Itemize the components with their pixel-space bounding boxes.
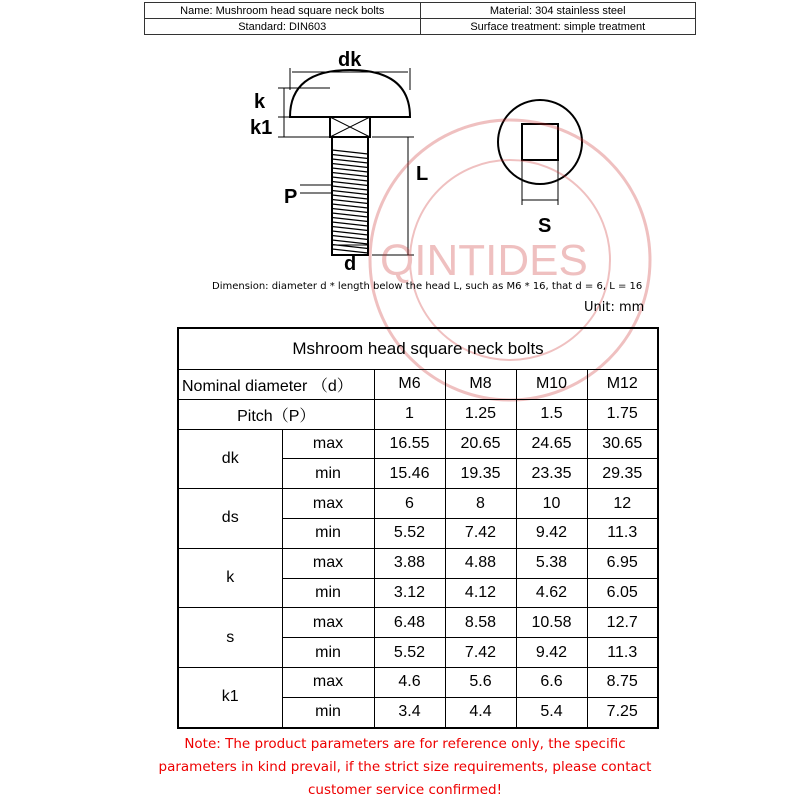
label-d: d xyxy=(344,253,357,275)
value-cell: 19.35 xyxy=(445,459,516,489)
label-k: k xyxy=(254,91,266,113)
value-cell: 30.65 xyxy=(587,429,658,459)
product-material: Material: 304 stainless steel xyxy=(420,3,696,19)
value-cell: 11.3 xyxy=(587,518,658,548)
value-cell: 3.12 xyxy=(374,578,445,608)
max-label: max xyxy=(282,489,374,519)
value-cell: 7.42 xyxy=(445,518,516,548)
note-text: Note: The product parameters are for reference only, the specific parameters in kind prevail, if the strict size requirements, please contact customer service confirmed! xyxy=(158,736,652,798)
value-cell: 11.3 xyxy=(587,638,658,668)
value-cell: 3.88 xyxy=(374,548,445,578)
unit-label: Unit: mm xyxy=(584,300,645,315)
spec-table-title: Mshroom head square neck bolts xyxy=(178,328,658,370)
pitch-value: 1.75 xyxy=(587,399,658,429)
value-cell: 10.58 xyxy=(516,608,587,638)
nominal-diameter-label: Nominal diameter （d） xyxy=(178,370,374,400)
value-cell: 29.35 xyxy=(587,459,658,489)
min-label: min xyxy=(282,578,374,608)
label-s: S xyxy=(538,215,552,237)
value-cell: 8 xyxy=(445,489,516,519)
value-cell: 12 xyxy=(587,489,658,519)
watermark-text: QINTIDES xyxy=(380,236,588,285)
pitch-value: 1.5 xyxy=(516,399,587,429)
value-cell: 7.25 xyxy=(587,697,658,727)
value-cell: 6.6 xyxy=(516,667,587,697)
label-p: P xyxy=(284,186,298,208)
param-name: s xyxy=(178,608,282,668)
value-cell: 20.65 xyxy=(445,429,516,459)
value-cell: 15.46 xyxy=(374,459,445,489)
label-dk: dk xyxy=(338,49,362,71)
product-name: Name: Mushroom head square neck bolts xyxy=(145,3,421,19)
value-cell: 5.6 xyxy=(445,667,516,697)
value-cell: 4.88 xyxy=(445,548,516,578)
value-cell: 3.4 xyxy=(374,697,445,727)
max-label: max xyxy=(282,608,374,638)
label-k1: k1 xyxy=(250,117,273,139)
table-row xyxy=(178,667,658,697)
max-label: max xyxy=(282,667,374,697)
min-label: min xyxy=(282,638,374,668)
value-cell: 6 xyxy=(374,489,445,519)
value-cell: 8.58 xyxy=(445,608,516,638)
spec-table xyxy=(177,327,659,729)
table-row xyxy=(178,429,658,459)
max-label: max xyxy=(282,429,374,459)
pitch-value: 1 xyxy=(374,399,445,429)
value-cell: 4.62 xyxy=(516,578,587,608)
param-name: dk xyxy=(178,429,282,489)
value-cell: 6.48 xyxy=(374,608,445,638)
param-name: k1 xyxy=(178,667,282,727)
min-label: min xyxy=(282,697,374,727)
value-cell: 9.42 xyxy=(516,638,587,668)
pitch-value: 1.25 xyxy=(445,399,516,429)
min-label: min xyxy=(282,518,374,548)
param-name: ds xyxy=(178,489,282,549)
value-cell: 9.42 xyxy=(516,518,587,548)
table-row xyxy=(178,608,658,638)
product-info-table xyxy=(144,2,696,35)
value-cell: 4.4 xyxy=(445,697,516,727)
value-cell: 4.6 xyxy=(374,667,445,697)
size-header: M6 xyxy=(374,370,445,400)
size-header: M10 xyxy=(516,370,587,400)
product-surface-treatment: Surface treatment: simple treatment xyxy=(420,19,696,35)
value-cell: 5.38 xyxy=(516,548,587,578)
value-cell: 24.65 xyxy=(516,429,587,459)
max-label: max xyxy=(282,548,374,578)
size-header: M8 xyxy=(445,370,516,400)
value-cell: 6.95 xyxy=(587,548,658,578)
size-header: M12 xyxy=(587,370,658,400)
value-cell: 5.4 xyxy=(516,697,587,727)
value-cell: 6.05 xyxy=(587,578,658,608)
min-label: min xyxy=(282,459,374,489)
param-name: k xyxy=(178,548,282,608)
value-cell: 4.12 xyxy=(445,578,516,608)
value-cell: 5.52 xyxy=(374,518,445,548)
table-row xyxy=(178,489,658,519)
value-cell: 5.52 xyxy=(374,638,445,668)
value-cell: 23.35 xyxy=(516,459,587,489)
value-cell: 8.75 xyxy=(587,667,658,697)
value-cell: 10 xyxy=(516,489,587,519)
dimension-description: Dimension: diameter d * length below the head L, such as M6 * 16, that d = 6, L = 16 xyxy=(212,281,643,292)
value-cell: 16.55 xyxy=(374,429,445,459)
bolt-diagram xyxy=(0,40,800,280)
label-l: L xyxy=(416,163,429,185)
table-row xyxy=(178,548,658,578)
pitch-label: Pitch（P） xyxy=(178,399,374,429)
product-standard: Standard: DIN603 xyxy=(145,19,421,35)
value-cell: 7.42 xyxy=(445,638,516,668)
value-cell: 12.7 xyxy=(587,608,658,638)
